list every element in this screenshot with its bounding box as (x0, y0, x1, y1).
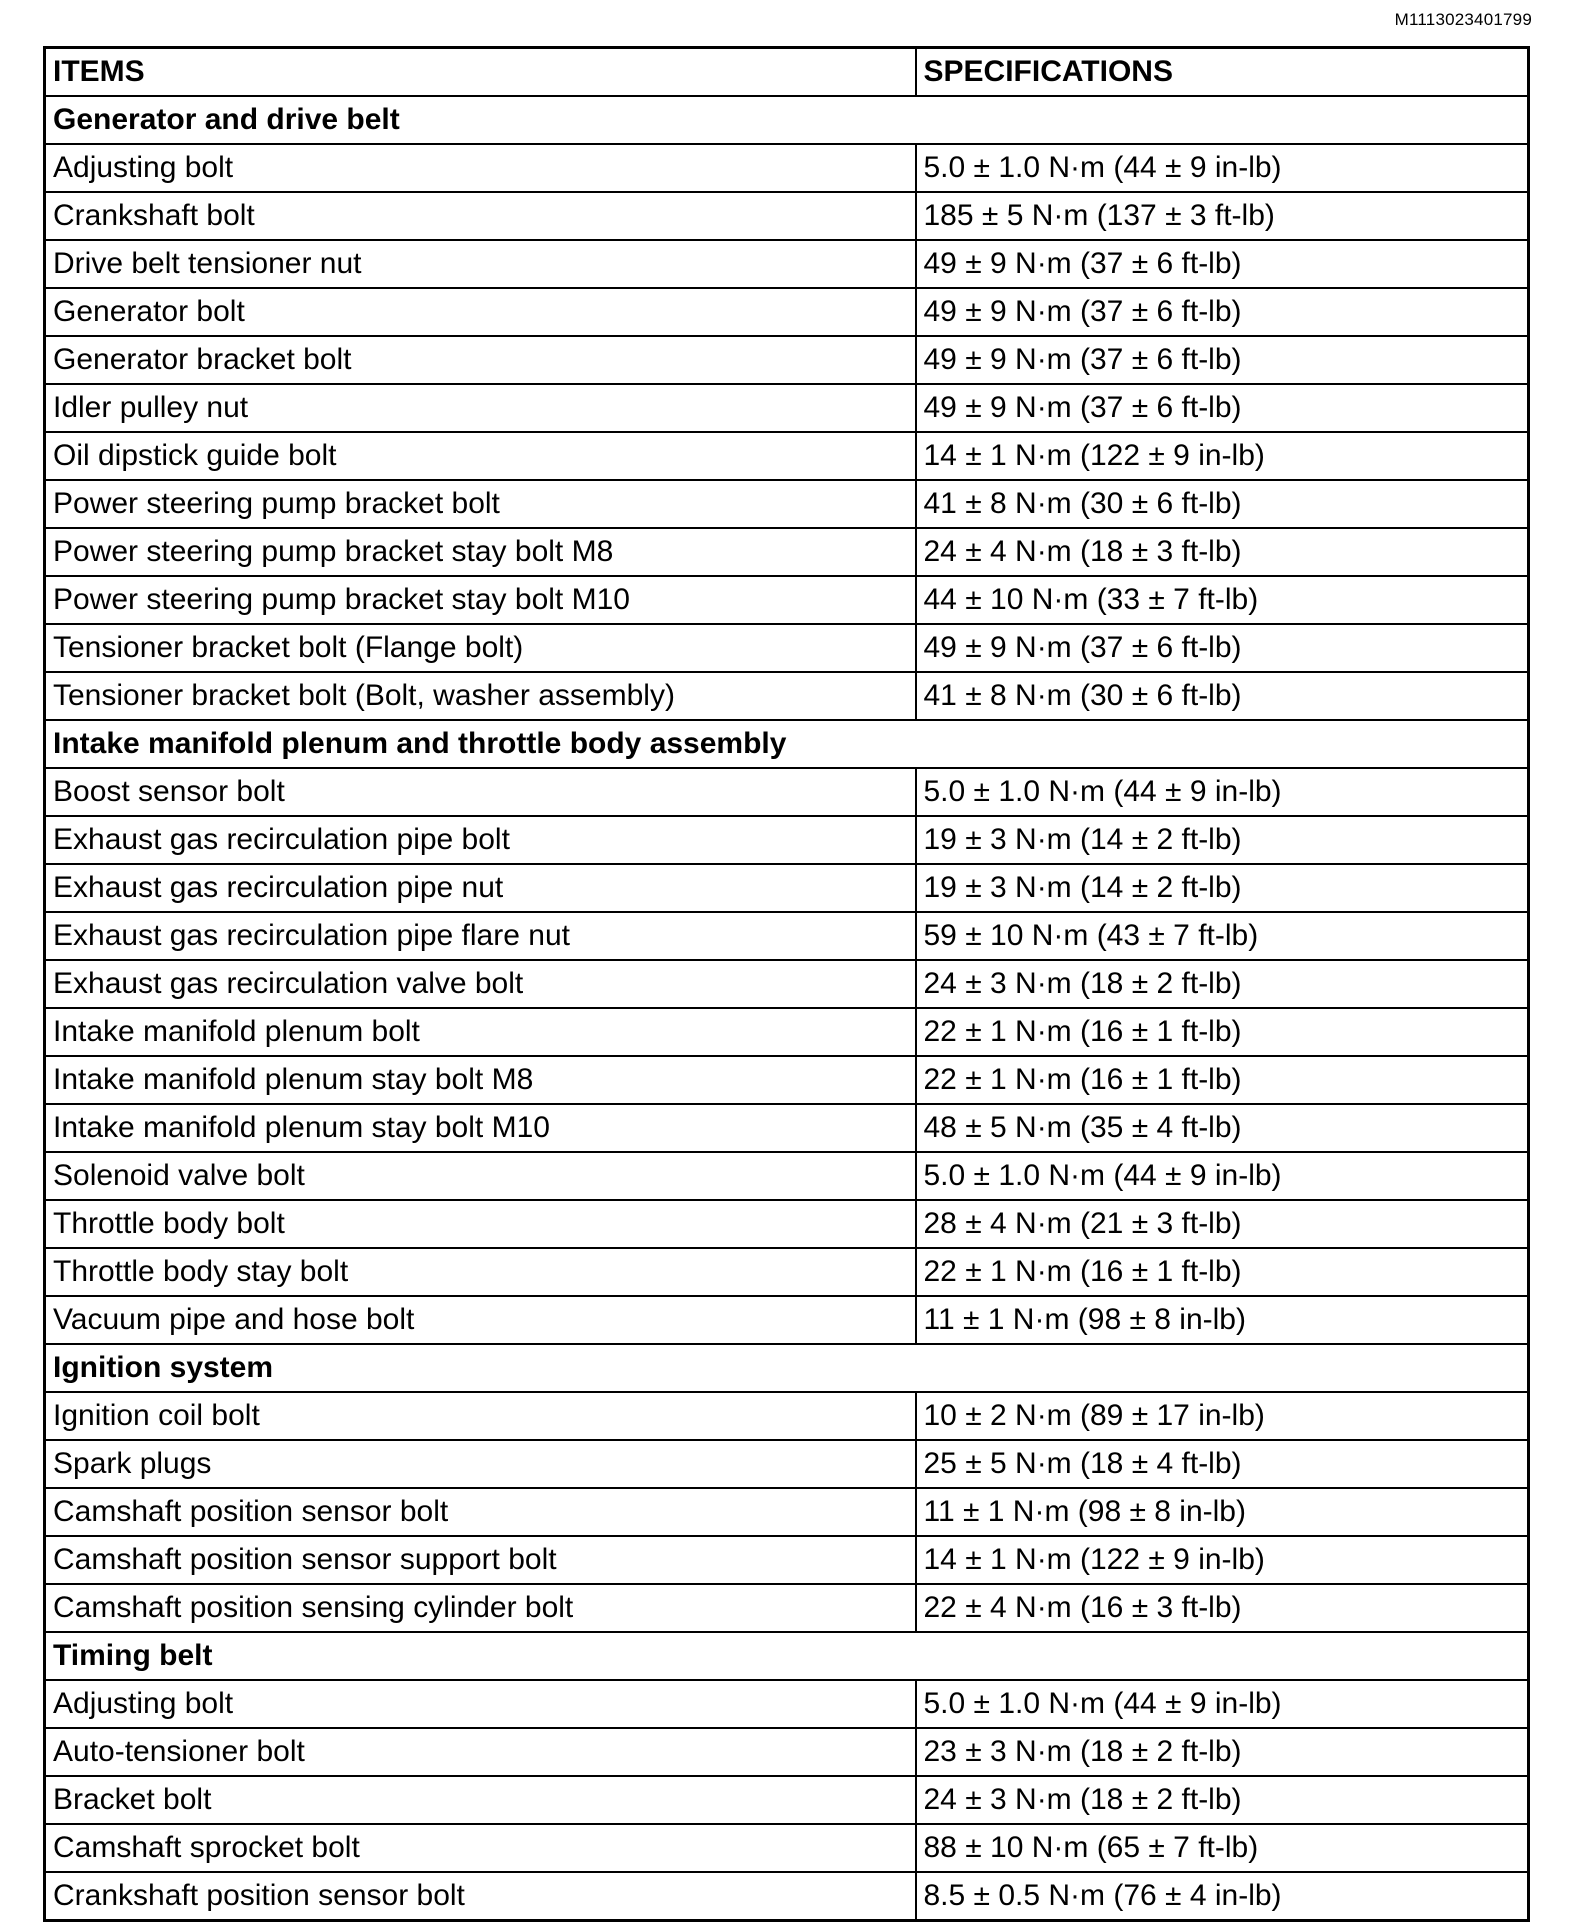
item-cell: Adjusting bolt (45, 1680, 916, 1728)
table-row (45, 1152, 1529, 1200)
table-row (45, 1200, 1529, 1248)
spec-cell: 49 ± 9 N·m (37 ± 6 ft-lb) (916, 240, 1529, 288)
spec-cell: 24 ± 3 N·m (18 ± 2 ft-lb) (916, 960, 1529, 1008)
section-title: Timing belt (45, 1632, 1529, 1680)
table-row (45, 624, 1529, 672)
item-cell: Bracket bolt (45, 1776, 916, 1824)
spec-cell: 10 ± 2 N·m (89 ± 17 in-lb) (916, 1392, 1529, 1440)
item-cell: Tensioner bracket bolt (Flange bolt) (45, 624, 916, 672)
spec-cell: 49 ± 9 N·m (37 ± 6 ft-lb) (916, 384, 1529, 432)
table-row (45, 240, 1529, 288)
spec-cell: 49 ± 9 N·m (37 ± 6 ft-lb) (916, 336, 1529, 384)
table-row (45, 1536, 1529, 1584)
table-row (45, 576, 1529, 624)
item-cell: Intake manifold plenum bolt (45, 1008, 916, 1056)
section-row (45, 96, 1529, 144)
table-row (45, 864, 1529, 912)
section-row (45, 1344, 1529, 1392)
section-row (45, 720, 1529, 768)
spec-cell: 88 ± 10 N·m (65 ± 7 ft-lb) (916, 1824, 1529, 1872)
item-cell: Vacuum pipe and hose bolt (45, 1296, 916, 1344)
table-row (45, 432, 1529, 480)
table-row (45, 288, 1529, 336)
header-items: ITEMS (45, 48, 916, 97)
item-cell: Power steering pump bracket bolt (45, 480, 916, 528)
table-row (45, 1008, 1529, 1056)
table-row (45, 1824, 1529, 1872)
table-row (45, 1728, 1529, 1776)
item-cell: Camshaft position sensor support bolt (45, 1536, 916, 1584)
item-cell: Exhaust gas recirculation pipe flare nut (45, 912, 916, 960)
table-row (45, 1392, 1529, 1440)
torque-spec-table (43, 46, 1530, 1922)
table-row (45, 528, 1529, 576)
item-cell: Boost sensor bolt (45, 768, 916, 816)
item-cell: Exhaust gas recirculation valve bolt (45, 960, 916, 1008)
table-row (45, 192, 1529, 240)
spec-cell: 22 ± 1 N·m (16 ± 1 ft-lb) (916, 1008, 1529, 1056)
spec-cell: 41 ± 8 N·m (30 ± 6 ft-lb) (916, 480, 1529, 528)
spec-cell: 24 ± 4 N·m (18 ± 3 ft-lb) (916, 528, 1529, 576)
item-cell: Tensioner bracket bolt (Bolt, washer assembly) (45, 672, 916, 720)
item-cell: Auto-tensioner bolt (45, 1728, 916, 1776)
spec-cell: 5.0 ± 1.0 N·m (44 ± 9 in-lb) (916, 768, 1529, 816)
table-row (45, 1680, 1529, 1728)
spec-cell: 44 ± 10 N·m (33 ± 7 ft-lb) (916, 576, 1529, 624)
table-row (45, 1776, 1529, 1824)
item-cell: Camshaft position sensing cylinder bolt (45, 1584, 916, 1632)
table-header-row (45, 48, 1529, 97)
table-row (45, 1488, 1529, 1536)
header-specifications: SPECIFICATIONS (916, 48, 1529, 97)
spec-cell: 28 ± 4 N·m (21 ± 3 ft-lb) (916, 1200, 1529, 1248)
item-cell: Solenoid valve bolt (45, 1152, 916, 1200)
table-row (45, 816, 1529, 864)
table-row (45, 1440, 1529, 1488)
table-row (45, 1104, 1529, 1152)
item-cell: Spark plugs (45, 1440, 916, 1488)
spec-cell: 19 ± 3 N·m (14 ± 2 ft-lb) (916, 864, 1529, 912)
spec-cell: 24 ± 3 N·m (18 ± 2 ft-lb) (916, 1776, 1529, 1824)
item-cell: Throttle body bolt (45, 1200, 916, 1248)
table-row (45, 1056, 1529, 1104)
table-row (45, 1248, 1529, 1296)
spec-cell: 8.5 ± 0.5 N·m (76 ± 4 in-lb) (916, 1872, 1529, 1921)
item-cell: Adjusting bolt (45, 144, 916, 192)
item-cell: Crankshaft bolt (45, 192, 916, 240)
spec-cell: 14 ± 1 N·m (122 ± 9 in-lb) (916, 432, 1529, 480)
item-cell: Power steering pump bracket stay bolt M8 (45, 528, 916, 576)
spec-cell: 14 ± 1 N·m (122 ± 9 in-lb) (916, 1536, 1529, 1584)
spec-cell: 22 ± 4 N·m (16 ± 3 ft-lb) (916, 1584, 1529, 1632)
item-cell: Drive belt tensioner nut (45, 240, 916, 288)
spec-cell: 48 ± 5 N·m (35 ± 4 ft-lb) (916, 1104, 1529, 1152)
item-cell: Crankshaft position sensor bolt (45, 1872, 916, 1921)
spec-cell: 185 ± 5 N·m (137 ± 3 ft-lb) (916, 192, 1529, 240)
item-cell: Idler pulley nut (45, 384, 916, 432)
spec-cell: 23 ± 3 N·m (18 ± 2 ft-lb) (916, 1728, 1529, 1776)
table-row (45, 912, 1529, 960)
document-id: M1113023401799 (1394, 10, 1532, 29)
spec-cell: 49 ± 9 N·m (37 ± 6 ft-lb) (916, 288, 1529, 336)
spec-cell: 5.0 ± 1.0 N·m (44 ± 9 in-lb) (916, 144, 1529, 192)
spec-cell: 22 ± 1 N·m (16 ± 1 ft-lb) (916, 1248, 1529, 1296)
table-row (45, 384, 1529, 432)
table-row (45, 1584, 1529, 1632)
spec-cell: 5.0 ± 1.0 N·m (44 ± 9 in-lb) (916, 1152, 1529, 1200)
section-row (45, 1632, 1529, 1680)
table-row (45, 336, 1529, 384)
item-cell: Generator bracket bolt (45, 336, 916, 384)
section-title: Generator and drive belt (45, 96, 1529, 144)
spec-cell: 22 ± 1 N·m (16 ± 1 ft-lb) (916, 1056, 1529, 1104)
item-cell: Exhaust gas recirculation pipe bolt (45, 816, 916, 864)
item-cell: Power steering pump bracket stay bolt M10 (45, 576, 916, 624)
item-cell: Throttle body stay bolt (45, 1248, 916, 1296)
table-row (45, 960, 1529, 1008)
spec-cell: 19 ± 3 N·m (14 ± 2 ft-lb) (916, 816, 1529, 864)
item-cell: Camshaft position sensor bolt (45, 1488, 916, 1536)
spec-cell: 49 ± 9 N·m (37 ± 6 ft-lb) (916, 624, 1529, 672)
table-row (45, 480, 1529, 528)
table-row (45, 672, 1529, 720)
item-cell: Exhaust gas recirculation pipe nut (45, 864, 916, 912)
table-row (45, 768, 1529, 816)
item-cell: Camshaft sprocket bolt (45, 1824, 916, 1872)
spec-cell: 59 ± 10 N·m (43 ± 7 ft-lb) (916, 912, 1529, 960)
section-title: Intake manifold plenum and throttle body assembly (45, 720, 1529, 768)
table-row (45, 1296, 1529, 1344)
item-cell: Oil dipstick guide bolt (45, 432, 916, 480)
spec-cell: 25 ± 5 N·m (18 ± 4 ft-lb) (916, 1440, 1529, 1488)
item-cell: Generator bolt (45, 288, 916, 336)
item-cell: Intake manifold plenum stay bolt M8 (45, 1056, 916, 1104)
table-row (45, 144, 1529, 192)
item-cell: Intake manifold plenum stay bolt M10 (45, 1104, 916, 1152)
spec-cell: 5.0 ± 1.0 N·m (44 ± 9 in-lb) (916, 1680, 1529, 1728)
section-title: Ignition system (45, 1344, 1529, 1392)
table-body (45, 96, 1529, 1921)
spec-cell: 11 ± 1 N·m (98 ± 8 in-lb) (916, 1296, 1529, 1344)
spec-cell: 41 ± 8 N·m (30 ± 6 ft-lb) (916, 672, 1529, 720)
table-row (45, 1872, 1529, 1921)
item-cell: Ignition coil bolt (45, 1392, 916, 1440)
spec-cell: 11 ± 1 N·m (98 ± 8 in-lb) (916, 1488, 1529, 1536)
